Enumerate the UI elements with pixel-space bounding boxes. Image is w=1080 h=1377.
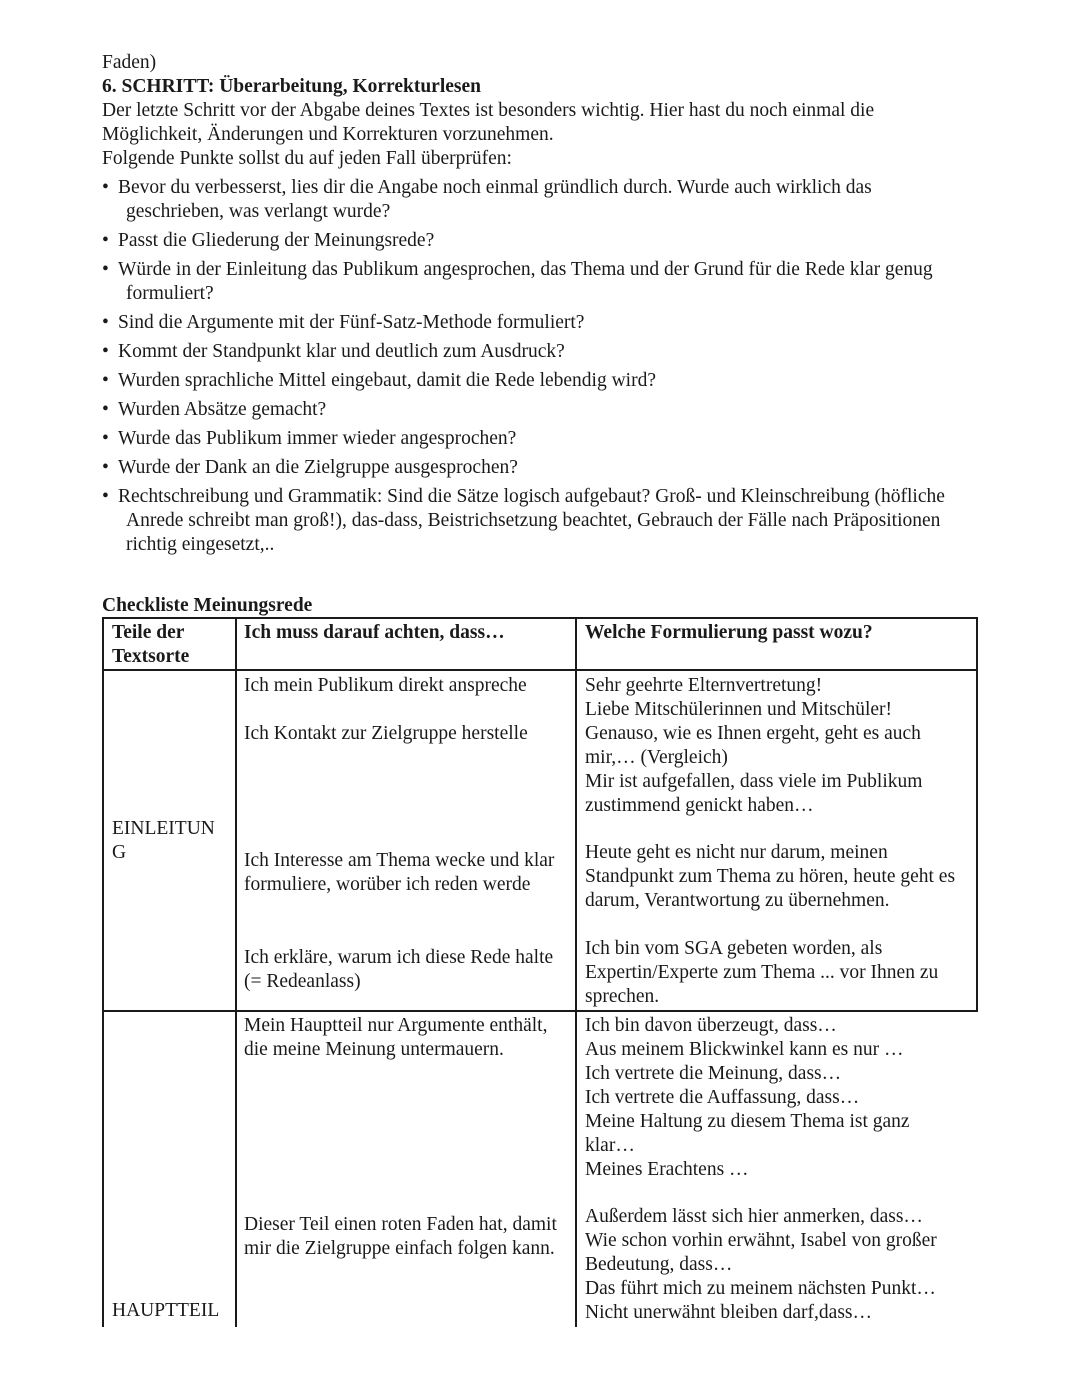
table-border xyxy=(235,617,237,1327)
check-explain-occasion: Ich erkläre, warum ich diese Rede halte (= Redeanlass) xyxy=(244,947,554,992)
check-arguments-only: Mein Hauptteil nur Argumente enthält, die meine Meinung untermauern. xyxy=(244,1015,548,1060)
header-cell-phrases: Welche Formulierung passt wozu? xyxy=(585,622,873,643)
table-border xyxy=(102,669,978,671)
phrases-greeting: Sehr geehrte Elternvertretung! Liebe Mitschülerinnen und Mitschüler! Genauso, wie es Ihnen ergeht, geht es auch mir,… (Vergleich) Mir ist aufgefallen, dass viele im Publikum zustimmend genickt haben… xyxy=(585,675,923,816)
intro-line-3: Folgende Punkte sollst du auf jeden Fall überprüfen: xyxy=(102,148,512,169)
table-border xyxy=(575,617,577,1327)
intro-line-2: Möglichkeit, Änderungen und Korrekturen vorzunehmen. xyxy=(102,124,554,145)
bullet-icon: • xyxy=(102,457,109,478)
row-label-einleitung: EINLEITUN G xyxy=(112,818,215,863)
checklist-title: Checkliste Meinungsrede xyxy=(102,595,313,616)
bullet-icon: • xyxy=(102,177,109,198)
bullet-icon: • xyxy=(102,399,109,420)
table-border xyxy=(102,617,104,1327)
intro-line-1: Der letzte Schritt vor der Abgabe deines Textes ist besonders wichtig. Hier hast du noch einmal die xyxy=(102,100,875,121)
table-border xyxy=(976,617,978,671)
phrases-transitions: Außerdem lässt sich hier anmerken, dass… Wie schon vorhin erwähnt, Isabel von großer Bedeutung, dass… Das führt mich zu meinem nächsten Punkt… Nicht unerwähnt bleiben darf,dass… xyxy=(585,1206,937,1323)
phrases-interest: Heute geht es nicht nur darum, meinen Standpunkt zum Thema zu hören, heute geht es darum, Verantwortung zu übernehmen. xyxy=(585,842,956,911)
table-border xyxy=(102,1010,978,1012)
table-border xyxy=(102,617,978,619)
phrases-occasion: Ich bin vom SGA gebeten worden, als Expertin/Experte zum Thema ... vor Ihnen zu sprechen. xyxy=(585,938,939,1007)
bullet-icon: • xyxy=(102,486,109,507)
check-address-audience: Ich mein Publikum direkt anspreche xyxy=(244,675,527,696)
row-label-hauptteil: HAUPTTEIL xyxy=(112,1300,220,1321)
check-contact-audience: Ich Kontakt zur Zielgruppe herstelle xyxy=(244,723,528,744)
check-raise-interest: Ich Interesse am Thema wecke und klar formuliere, worüber ich reden werde xyxy=(244,850,555,895)
bullet-icon: • xyxy=(102,259,109,280)
phrases-opinion: Ich bin davon überzeugt, dass… Aus meinem Blickwinkel kann es nur … Ich vertrete die Meinung, dass… Ich vertrete die Auffassung, dass… Meine Haltung zu diesem Thema ist ganz klar… Meines Erachtens … xyxy=(585,1015,910,1180)
bullet-icon: • xyxy=(102,428,109,449)
bullet-icon: • xyxy=(102,341,109,362)
table-border xyxy=(976,669,978,1012)
continuation-text: Faden) xyxy=(102,52,157,73)
bullet-icon: • xyxy=(102,230,109,251)
bullet-icon: • xyxy=(102,370,109,391)
section-heading: 6. SCHRITT: Überarbeitung, Korrekturlesen xyxy=(102,76,481,97)
check-red-thread: Dieser Teil einen roten Faden hat, damit mir die Zielgruppe einfach folgen kann. xyxy=(244,1214,557,1259)
bullet-icon: • xyxy=(102,312,109,333)
header-cell-parts: Teile der Textsorte xyxy=(112,622,190,667)
header-cell-checks: Ich muss darauf achten, dass… xyxy=(244,622,505,643)
